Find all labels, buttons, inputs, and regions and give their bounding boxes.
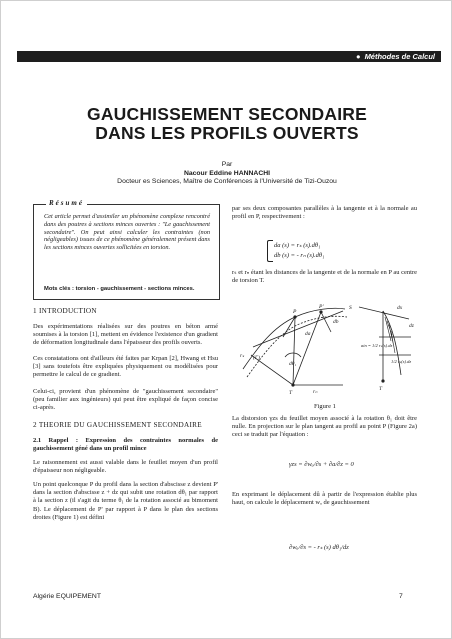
rappel-paragraph-1: Le raisonnement est aussi valable dans le feuillet moyen d'un profil d'épaisseur non négligeable. [33,459,218,475]
label-db: db [333,319,339,325]
label-da: da [305,331,311,337]
right-paragraph-2: rₛ et rₙ étant les distances de la tangente et de la normale en P au centre de torsion T. [232,269,417,285]
label-p-prime: P' [319,304,324,310]
label-ain: ain = 1/2 rₛ(s).dz [361,343,393,348]
rappel-paragraph-2: Un point quelconque P du profil dans la section d'abscisse z devient P' dans la section d'abscisse z + dz qui subit une rotation dθ₁ par rapport à la section z (il s'agit du terme θ₁ de la rotation associé au bimoment B). Le déplacement de P' par rapport à P dans le plan des sections droites (Figure 1) est défini [33,481,218,521]
footer-journal-name: Algérie EQUIPEMENT [33,593,101,600]
author-block [1,161,452,187]
right-paragraph-3: La distorsion γzs du feuillet moyen associé à la rotation θ₁ doit être nulle. En projection sur le plan tangent au profil au point P (Figure 2a) ceci se traduit par l'équation : [232,415,417,439]
section-label: ● Méthodes de Calcul [356,52,435,61]
ray-t-p [293,317,295,385]
equation-2: γzs = ∂wₐ/∂s + ∂a/∂z = 0 [289,461,354,468]
profile-curve-rotated [247,316,347,377]
equation-1b: db (s) = - rₙ (s).dθ₁ [274,252,325,259]
keywords: Mots clés : torsion - gauchissement - sections minces. [44,286,195,292]
right-paragraph-1: par ses deux composantes parallèles à la tangente et à la normale au profil en P, respectivement : [232,205,417,221]
label-dz: dz [409,323,414,329]
label-t: T [289,390,293,396]
label-dtheta: dθ₁ [289,361,297,367]
left-column [33,307,218,522]
label-p: P [293,309,297,315]
intro-paragraph-3: Celui-ci, provient d'un phénomène de "gauchissement secondaire" (peu familier aux ingénieurs) qui peut être expliqué de façon concise ci-après. [33,387,218,411]
figure-1-diagram [233,297,421,401]
intro-paragraph-1: Des expérimentations réalisées sur des poutres en béton armé soumises à la torsion [1], mettent en évidence l'existence d'un gradient de déformation longitudinale dans l'épaisseur des profils ouverts. [33,323,218,347]
title-line-1: GAUCHISSEMENT SECONDAIRE [87,104,367,124]
author-name: Nacour Eddine HANNACHI [183,169,271,177]
label-t-right: T [379,386,383,392]
right-column-p3 [232,415,417,439]
right-column-p4 [232,491,417,507]
section-name: Méthodes de Calcul [364,52,435,61]
right-paragraph-4: En exprimant le déplacement dû à partir de l'expression établie plus haut, on calcule le déplacement wₐ de gauchissement [232,491,417,507]
equation-1a: da (s) = rₛ (s).dθ₁ [274,242,321,249]
abstract-box [33,199,220,300]
figure-1-caption: Figure 1 [314,403,336,410]
intro-heading: 1 INTRODUCTION [33,307,97,315]
label-half-rs: 1/2 rₛ(s).dz [391,359,412,364]
author-prefix: Par [221,161,233,168]
intro-paragraph-2: Ces constatations ont d'ailleurs été faites par Krpan [2], Hwang et Hsu [3] sans toutefois être expliquées physiquement ou modélisées pour permettre le calcul de ce gradient. [33,355,218,379]
rappel-heading: 2.1 Rappel : Expression des contraintes normales de gauchissement géné dans un profil mince [33,436,218,452]
section-header-bar [17,51,441,62]
label-s: S [349,305,352,311]
label-dx: dx [397,305,403,311]
label-rs: rₛ [240,353,245,359]
abstract-text: Cet article permet d'assimiler un phénomène complexe rencontré dans des poutres à sections minces ouvertes : "Le gauchissement secondaire". On peut ainsi calculer les contraintes (non négligeables) issues de ce phénomène généralement présent dans les sections minces ouvertes sollicitées en torsion. [44,213,210,252]
article-title [1,105,452,143]
abstract-title: Résumé [46,199,87,207]
label-gamma: (Γ) [253,355,260,361]
page-number: 7 [399,593,403,600]
author-affiliation: Docteur es Sciences, Maître de Conférences à l'Université de Tizi-Ouzou [117,178,337,185]
right-column-top [232,205,417,221]
title-line-2: DANS LES PROFILS OUVERTS [95,123,359,143]
rotation-arc [285,353,301,357]
ray-t-p-prime [293,312,321,385]
equation-3: ∂wₐ/∂s = - rₛ (s) dθ₁/dz [289,544,349,551]
theory-heading: 2 THEORIE DU GAUCHISSEMENT SECONDAIRE [33,420,202,429]
right-column-p2 [232,269,417,285]
label-rn: rₙ [313,389,318,395]
equation-1-brace [267,240,273,262]
